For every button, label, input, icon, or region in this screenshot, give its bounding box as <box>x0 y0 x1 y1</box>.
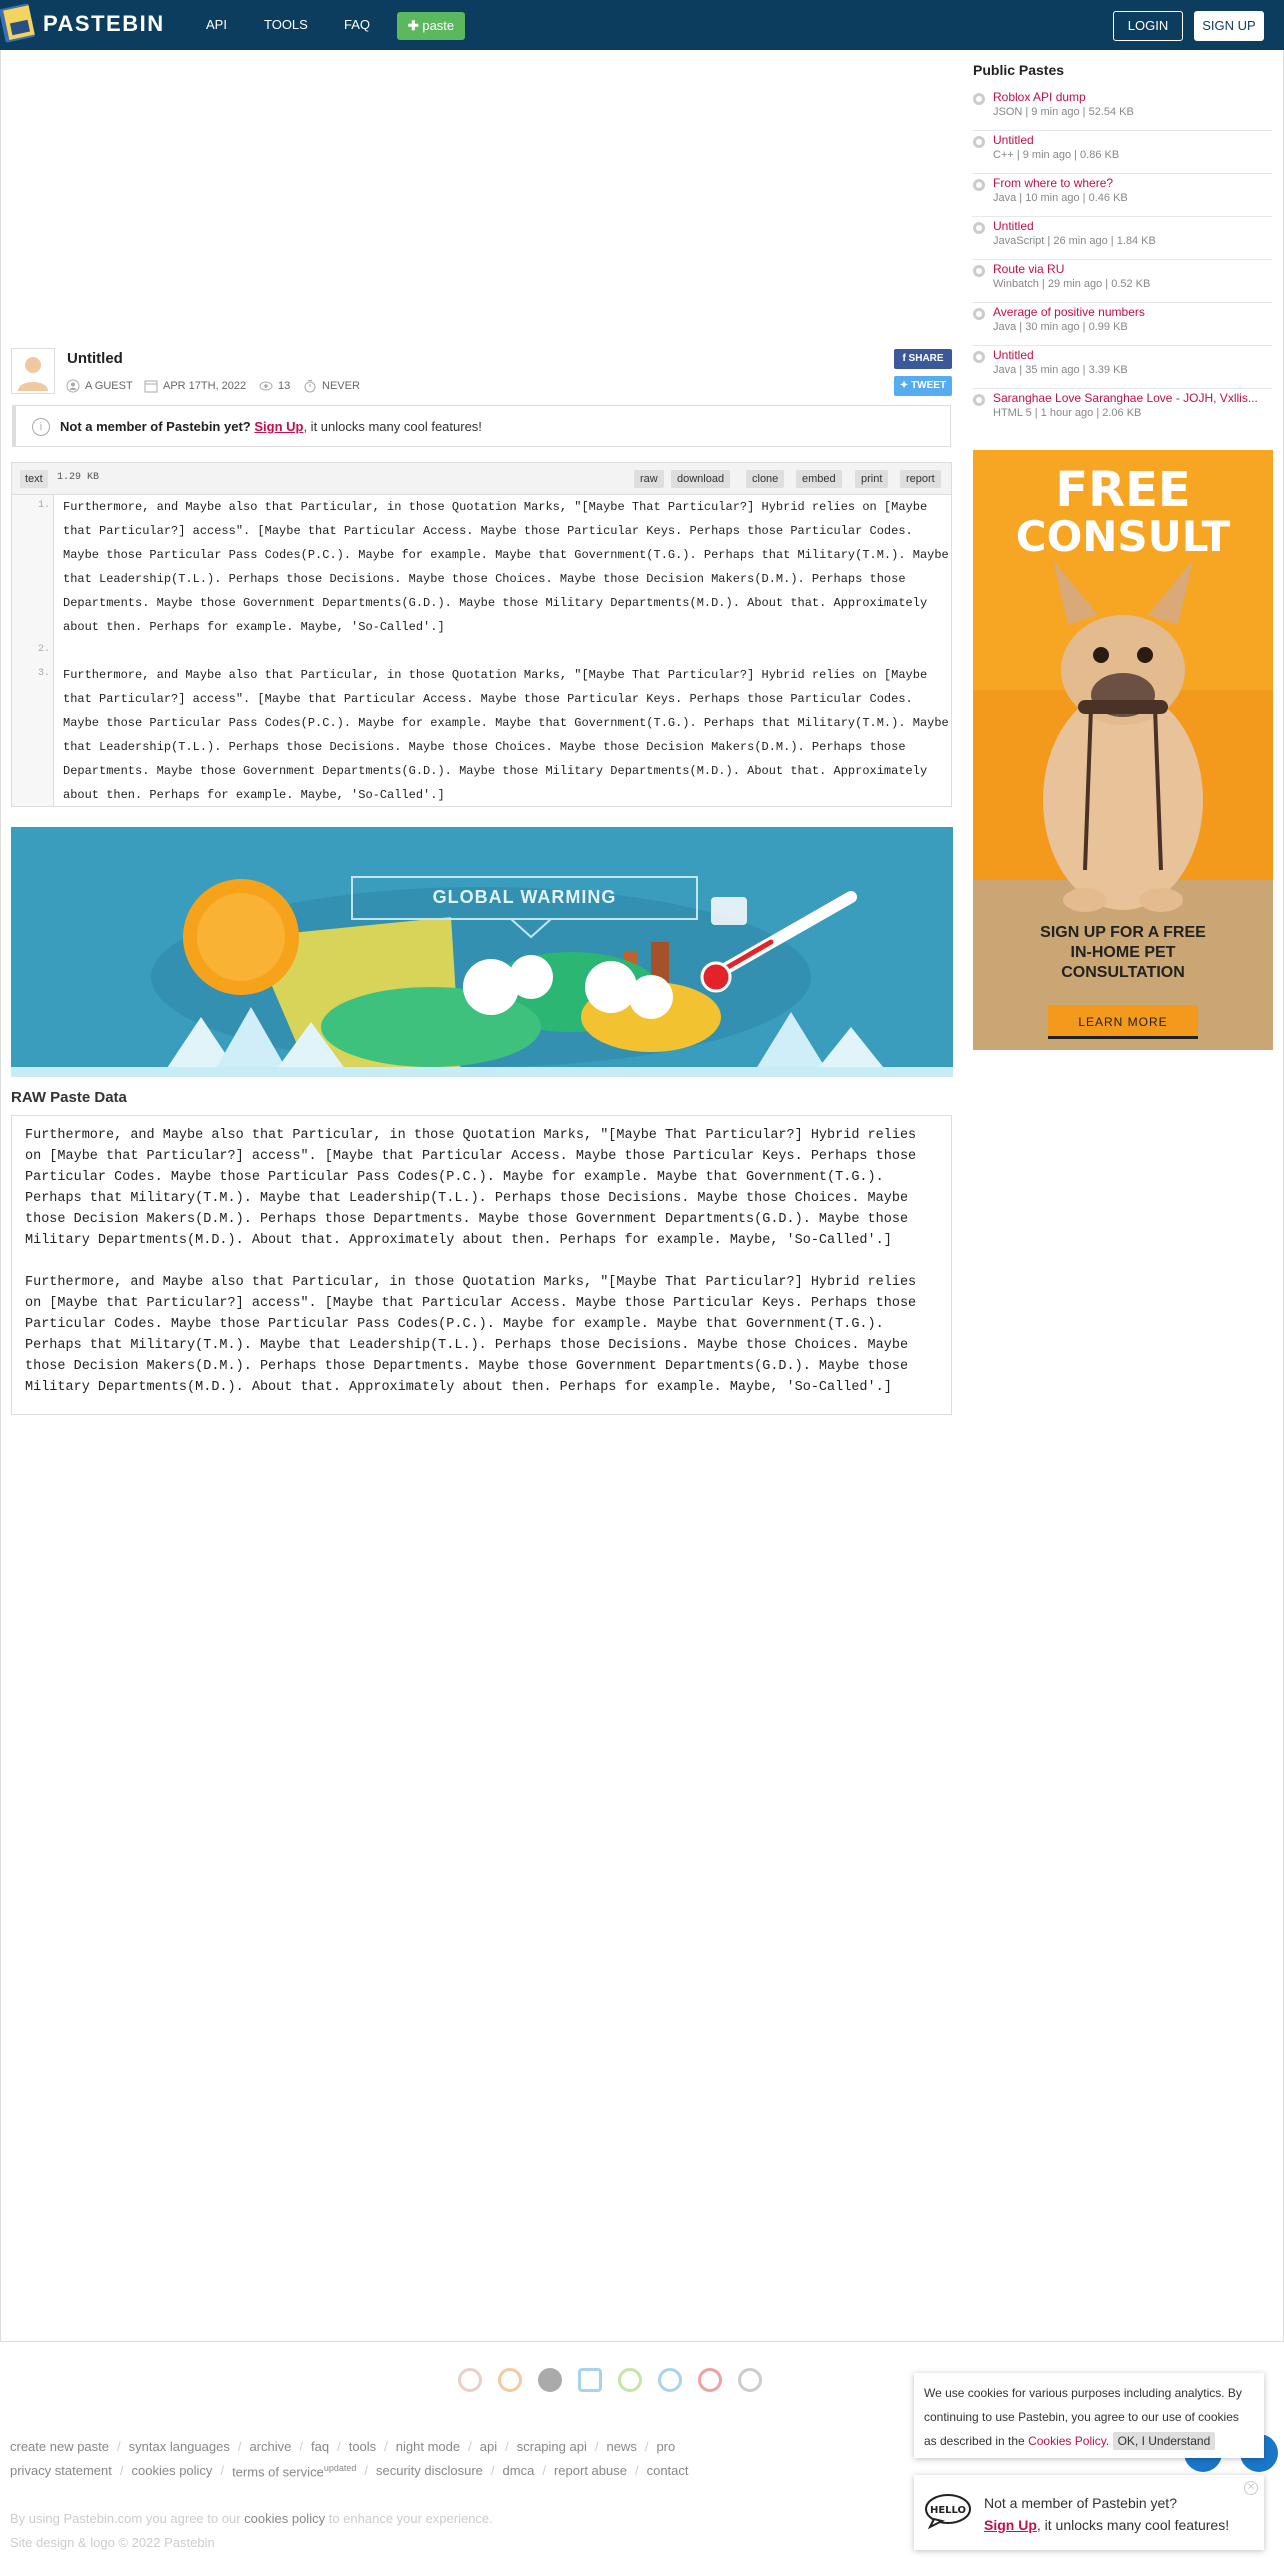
chrome-icon[interactable] <box>458 2368 482 2392</box>
public-paste-link[interactable]: Saranghae Love Saranghae Love - JOJH, Vxllis... <box>993 391 1258 405</box>
global-warming-banner[interactable] <box>11 827 953 1077</box>
public-paste-link[interactable]: Average of positive numbers <box>993 305 1145 319</box>
signup-notice <box>12 405 951 447</box>
expire-value: NEVER <box>322 380 360 392</box>
public-paste-link[interactable]: Untitled <box>993 133 1034 147</box>
public-paste-meta: Winbatch | 29 min ago | 0.52 KB <box>993 278 1151 290</box>
code-toolbar <box>12 463 951 495</box>
footer-link[interactable]: faq <box>311 2439 330 2454</box>
edge-icon[interactable] <box>738 2368 762 2392</box>
new-paste-button[interactable] <box>397 12 465 40</box>
agree-pre: By using Pastebin.com you agree to our <box>10 2511 241 2526</box>
public-paste-link[interactable]: Roblox API dump <box>993 90 1086 104</box>
notice-rest: , it unlocks many cool features! <box>303 419 482 434</box>
public-paste-link[interactable]: Untitled <box>993 219 1034 233</box>
paste-title: Untitled <box>67 350 123 367</box>
date-meta <box>144 379 246 393</box>
calendar-icon <box>144 379 158 393</box>
clone-button[interactable]: clone <box>746 470 784 488</box>
global-warming-illustration <box>11 827 953 1077</box>
public-paste-link[interactable]: Route via RU <box>993 262 1065 276</box>
cookie-consent-banner: We use cookies for various purposes including analytics. By continuing to use Pastebin, you agree to our use of cookies as described in the Cookies Policy. OK, I Understand <box>914 2373 1264 2458</box>
opera-icon[interactable] <box>698 2368 722 2392</box>
signup-popup <box>914 2475 1264 2550</box>
public-paste-item[interactable] <box>972 346 1272 389</box>
close-icon[interactable]: ✕ <box>1244 2481 1258 2495</box>
syntax-language[interactable]: text <box>20 470 48 488</box>
avatar[interactable] <box>11 348 55 394</box>
footer-link[interactable]: archive <box>249 2439 292 2454</box>
brand-name[interactable]: PASTEBIN <box>43 11 165 36</box>
agree-post: to enhance your experience. <box>328 2511 493 2526</box>
footer-link[interactable]: tools <box>348 2439 377 2454</box>
new-paste-label: paste <box>422 18 455 33</box>
footer-link[interactable]: report abuse <box>553 2463 627 2478</box>
notice-message <box>60 419 482 434</box>
footer-link[interactable]: contact <box>646 2463 689 2478</box>
tweet-label: TWEET <box>911 380 947 391</box>
cookie-policy-link[interactable]: Cookies Policy <box>1028 2434 1106 2448</box>
tweet-button[interactable] <box>894 376 952 396</box>
copyright: Site design & logo © 2022 Pastebin <box>10 2535 215 2550</box>
footer-link[interactable]: news <box>606 2439 637 2454</box>
popup-rest: , it unlocks many cool features! <box>1036 2517 1230 2533</box>
footer-link[interactable]: dmca <box>502 2463 535 2478</box>
guest-avatar-icon <box>12 349 54 393</box>
timer-icon <box>303 379 317 393</box>
footer-link[interactable]: security disclosure <box>375 2463 483 2478</box>
firefox-icon[interactable] <box>498 2368 522 2392</box>
public-paste-item[interactable] <box>972 260 1272 303</box>
public-paste-meta: Java | 30 min ago | 0.99 KB <box>993 321 1128 333</box>
public-paste-meta: JSON | 9 min ago | 52.54 KB <box>993 106 1134 118</box>
public-paste-item[interactable] <box>972 88 1272 131</box>
notice-bold: Not a member of Pastebin yet? <box>60 419 251 434</box>
hello-speech-bubble-icon <box>924 2493 972 2529</box>
plus-icon: ✚ <box>407 18 423 33</box>
ad-body-1: SIGN UP FOR A FREE <box>1040 924 1206 941</box>
public-paste-meta: Java | 35 min ago | 3.39 KB <box>993 364 1128 376</box>
nav-api[interactable]: API <box>206 17 227 32</box>
print-button[interactable]: print <box>855 470 888 488</box>
public-paste-meta: C++ | 9 min ago | 0.86 KB <box>993 149 1120 161</box>
facebook-share-button[interactable] <box>894 349 952 369</box>
public-paste-item[interactable] <box>972 174 1272 217</box>
pastebin-logo-icon[interactable] <box>0 0 38 44</box>
share-label: SHARE <box>908 353 944 364</box>
info-icon: i <box>32 418 50 436</box>
public-paste-link[interactable]: From where to where? <box>993 176 1114 190</box>
footer-link[interactable]: api <box>479 2439 498 2454</box>
eye-icon <box>259 379 273 393</box>
paste-size: 1.29 KB <box>57 472 100 483</box>
globe-icon <box>973 394 985 406</box>
view-count: 13 <box>278 380 291 392</box>
line-gutter <box>12 495 54 806</box>
expire-meta <box>303 379 360 393</box>
line-number: 3. <box>37 668 50 679</box>
footer-link[interactable] <box>232 2463 356 2479</box>
public-paste-item[interactable] <box>972 303 1272 346</box>
public-paste-meta: JavaScript | 26 min ago | 1.84 KB <box>993 235 1156 247</box>
android-icon[interactable] <box>618 2368 642 2392</box>
raw-data-title: RAW Paste Data <box>11 1089 127 1106</box>
download-button[interactable]: download <box>671 470 730 488</box>
cookie-text: We use cookies for various purposes including analytics. By continuing to use Pastebin, you agree to our use of cookies as described in the <box>924 2386 1242 2448</box>
globe-icon <box>973 93 985 105</box>
globe-icon <box>973 136 985 148</box>
cookie-ok-button[interactable]: OK, I Understand <box>1113 2432 1216 2450</box>
report-button[interactable]: report <box>900 470 941 488</box>
svg-text:HELLO: HELLO <box>929 2505 967 2516</box>
popup-line-2 <box>984 2517 1229 2533</box>
footer-link[interactable]: pro <box>656 2439 676 2454</box>
raw-paste-textarea[interactable]: Furthermore, and Maybe also that Particular, in those Quotation Marks, "[Maybe That Particular?] Hybrid relies on [Maybe that Particular?] access". [Maybe that Particular Access. Maybe those Particular Keys. Perhaps those Particular Codes. Maybe those Particular Pass Codes(P.C.). Maybe for example. Maybe that Government(T.G.). Perhaps that Military(T.M.). Maybe that Leadership(T.L.). Perhaps those Decisions. Maybe those Choices. Maybe those Decision Makers(D.M.). Perhaps those Departments. Maybe those Government Departments(G.D.). Maybe those Military Departments(M.D.). About that. Approximately about then. Perhaps for example. Maybe, 'So-Called'.] Furthermore, and Maybe also that Particular, in those Quotation Marks, "[Maybe That Particular?] Hybrid relies on [Maybe that Particular?] access". [Maybe that Particular Access. Maybe those Particular Keys. Perhaps those Particular Codes. Maybe those Particular Pass Codes(P.C.). Maybe for example. Maybe that Government(T.G.). Perhaps that Military(T.M.). Maybe that Leadership(T.L.). Perhaps those Decisions. Maybe those Choices. Maybe those Decision Makers(D.M.). Perhaps those Departments. Maybe those Government Departments(G.D.). Maybe those Military Departments(M.D.). About that. Approximately about then. Perhaps for example. Maybe, 'So-Called'.] <box>11 1115 952 1415</box>
nav-faq[interactable]: FAQ <box>344 17 371 32</box>
public-paste-meta: Java | 10 min ago | 0.46 KB <box>993 192 1128 204</box>
line-number: 2. <box>37 644 50 655</box>
safari-icon[interactable] <box>658 2368 682 2392</box>
footer-links-row-1: create new paste / syntax languages / archive / faq / tools / night mode / api / scraping api / news / pro <box>10 2439 676 2454</box>
author-name[interactable]: A GUEST <box>85 380 133 392</box>
footer-links-row-2: privacy statement / cookies policy / terms of service$^{updated}$ / security disclosure / dmca / report abuse / contact <box>10 2463 689 2480</box>
windows-icon[interactable] <box>578 2368 602 2392</box>
notice-signup-link[interactable]: Sign Up <box>254 419 304 434</box>
ad-headline-2: CONSULT <box>1015 512 1231 561</box>
popup-signup-link[interactable]: Sign Up <box>984 2517 1037 2533</box>
footer-link[interactable]: privacy statement <box>10 2463 112 2478</box>
nav-tools[interactable]: TOOLS <box>264 17 308 32</box>
top-nav-bar <box>0 0 1284 50</box>
terms-label: terms of service <box>232 2464 324 2480</box>
ad-learn-more-button[interactable]: LEARN MORE <box>1048 1005 1198 1039</box>
line-number: 1. <box>37 500 50 511</box>
public-paste-link[interactable]: Untitled <box>993 348 1034 362</box>
globe-icon <box>973 179 985 191</box>
footer-link[interactable]: cookies policy <box>131 2463 213 2478</box>
banner-caption: GLOBAL WARMING <box>432 887 617 907</box>
footer-link[interactable]: syntax languages <box>128 2439 230 2454</box>
code-line: Furthermore, and Maybe also that Particular, in those Quotation Marks, "[Maybe That Particular?] Hybrid relies on [Maybe that Particular?] access". [Maybe that Particular Access. Maybe those Particular Keys. Perhaps those Particular Codes. Maybe those Particular Pass Codes(P.C.). Maybe for example. Maybe that Government(T.G.). Perhaps that Military(T.M.). Maybe that Leadership(T.L.). Perhaps those Decisions. Maybe those Choices. Maybe those Decision Makers(D.M.). Perhaps those Departments. Maybe those Government Departments(G.D.). Maybe those Military Departments(M.D.). About that. Approximately about then. Perhaps for example. Maybe, 'So-Called'.] <box>63 500 956 634</box>
embed-button[interactable]: embed <box>796 470 842 488</box>
browser-icons <box>458 2368 762 2392</box>
pet-consult-ad[interactable] <box>973 450 1273 1050</box>
cookies-policy-link[interactable]: cookies policy <box>244 2511 326 2526</box>
footer-link[interactable]: create new paste <box>10 2439 110 2454</box>
public-paste-item[interactable] <box>972 217 1272 260</box>
twitter-icon: ✦ <box>899 380 912 391</box>
code-viewer <box>11 462 956 807</box>
ios-icon[interactable] <box>538 2368 562 2392</box>
footer-link[interactable]: night mode <box>395 2439 461 2454</box>
signup-button[interactable]: SIGN UP <box>1194 11 1264 41</box>
public-paste-item[interactable] <box>972 131 1272 174</box>
popup-line-1: Not a member of Pastebin yet? <box>984 2495 1177 2511</box>
globe-icon <box>973 222 985 234</box>
code-line: Furthermore, and Maybe also that Particular, in those Quotation Marks, "[Maybe That Particular?] Hybrid relies on [Maybe that Particular?] access". [Maybe that Particular Access. Maybe those Particular Keys. Perhaps those Particular Codes. Maybe those Particular Pass Codes(P.C.). Maybe for example. Maybe that Government(T.G.). Perhaps that Military(T.M.). Maybe that Leadership(T.L.). Perhaps those Decisions. Maybe those Choices. Maybe those Decision Makers(D.M.). Perhaps those Departments. Maybe those Government Departments(G.D.). Maybe those Military Departments(M.D.). About that. Approximately about then. Perhaps for example. Maybe, 'So-Called'.] <box>63 668 956 802</box>
raw-button[interactable]: raw <box>634 470 664 488</box>
ad-body-2: IN-HOME PET <box>1070 944 1176 961</box>
login-button[interactable]: LOGIN <box>1113 11 1183 41</box>
facebook-icon: f <box>902 353 909 364</box>
updated-badge: updated <box>323 2463 357 2473</box>
ad-headline-1: FREE <box>1055 462 1191 518</box>
public-paste-meta: HTML 5 | 1 hour ago | 2.06 KB <box>993 407 1142 419</box>
author-meta[interactable] <box>66 379 133 393</box>
globe-icon <box>973 351 985 363</box>
globe-icon <box>973 308 985 320</box>
public-pastes-title: Public Pastes <box>973 62 1065 78</box>
user-icon <box>66 379 80 393</box>
views-meta <box>259 379 290 393</box>
ad-body-3: CONSULTATION <box>1061 964 1185 981</box>
cookie-agree-note <box>10 2511 493 2526</box>
footer-link[interactable]: scraping api <box>516 2439 587 2454</box>
globe-icon <box>973 265 985 277</box>
public-paste-item[interactable] <box>972 389 1272 432</box>
paste-date: APR 17TH, 2022 <box>163 380 247 392</box>
